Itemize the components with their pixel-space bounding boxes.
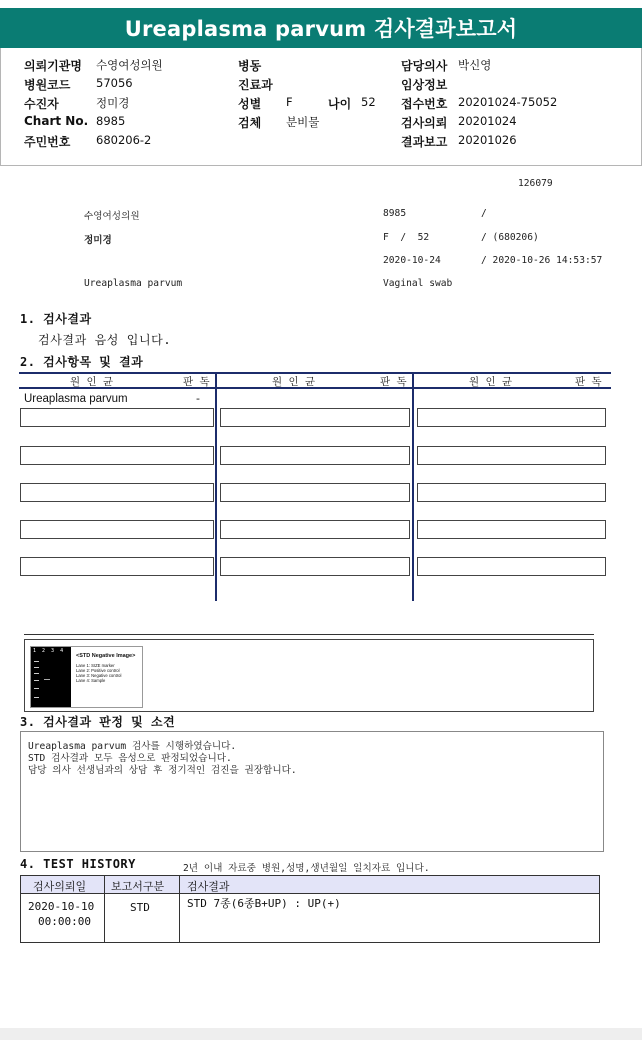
ward-label: 병동: [238, 59, 262, 73]
table-divider: [215, 372, 217, 601]
request-date: 2020-10-24: [383, 255, 441, 266]
empty-cell: [220, 408, 410, 427]
col-header-judge: 판 독: [183, 376, 210, 388]
gel-image-panel: [30, 646, 143, 708]
history-result: STD 7종(6종B+UP) : UP(+): [187, 897, 341, 910]
specimen-label: 검체: [238, 116, 262, 130]
header-value: 20201026: [458, 133, 517, 147]
sex-value: F: [286, 95, 293, 109]
specimen-type: Vaginal swab: [383, 278, 453, 289]
slash: /: [481, 208, 487, 219]
opinion-line: Ureaplasma parvum 검사를 시행하였습니다.: [28, 741, 237, 752]
sex-age: F / 52: [383, 232, 430, 243]
chart-number: 8985: [383, 208, 407, 219]
header-value: 20201024-75052: [458, 95, 558, 109]
empty-cell: [417, 520, 606, 539]
report-title: Ureaplasma parvum 검사결과보고서: [0, 8, 642, 48]
empty-cell: [220, 557, 410, 576]
empty-cell: [220, 520, 410, 539]
age-value: 52: [361, 95, 376, 109]
section1-title: 1. 검사결과: [20, 312, 92, 326]
col-header-organism: 원 인 균: [469, 376, 513, 388]
report-id: 126079: [518, 178, 553, 189]
header-label: 수진자: [24, 97, 59, 111]
header-label: 담당의사: [401, 59, 448, 73]
header-label: 검사의뢰: [401, 116, 448, 130]
history-col-type: 보고서구분: [111, 880, 165, 893]
test-name: Ureaplasma parvum: [84, 278, 183, 289]
section2-title: 2. 검사항목 및 결과: [20, 355, 144, 369]
empty-cell: [220, 446, 410, 465]
header-value: 680206-2: [96, 133, 152, 147]
gel-lane-numbers: 1 2 3 4: [33, 648, 64, 654]
header-label: 주민번호: [24, 135, 71, 149]
empty-cell: [20, 446, 214, 465]
empty-cell: [417, 408, 606, 427]
report-datetime: / 2020-10-26 14:53:57: [481, 255, 603, 266]
patient-name: 정미경: [84, 235, 112, 246]
header-value: 정미경: [96, 96, 130, 110]
header-value: 박신영: [458, 58, 492, 72]
gel-legend-item: Lane 3: Negative control: [76, 673, 122, 678]
table-divider: [412, 372, 414, 601]
history-col-result: 검사결과: [187, 880, 230, 893]
history-header-row: [21, 876, 599, 894]
header-label: 의뢰기관명: [24, 59, 82, 73]
empty-cell: [20, 520, 214, 539]
history-time: 00:00:00: [38, 915, 91, 928]
header-label: 임상정보: [401, 78, 448, 92]
header-label: 결과보고: [401, 135, 448, 149]
empty-cell: [20, 557, 214, 576]
header-label: Chart No.: [24, 114, 89, 128]
history-note: 2년 이내 자료중 병원,성명,생년월일 일치자료 입니다.: [183, 863, 430, 874]
col-header-judge: 판 독: [575, 376, 602, 388]
divider-line: [24, 634, 594, 635]
gel-legend-item: Lane 2: Positive control: [76, 668, 120, 673]
page-footer: [0, 1028, 642, 1040]
header-value: 8985: [96, 114, 126, 128]
col-header-organism: 원 인 균: [70, 376, 114, 388]
gel-legend-item: Lane 4: Sample: [76, 678, 106, 683]
history-date: 2020-10-10: [28, 900, 95, 913]
header-label: 접수번호: [401, 97, 448, 111]
header-value: 수영여성의원: [96, 58, 163, 72]
empty-cell: [220, 483, 410, 502]
organism-result: -: [196, 392, 200, 405]
history-col-date: 검사의뢰일: [33, 880, 87, 893]
opinion-line: 담당 의사 선생님과의 상담 후 정기적인 검진을 권장합니다.: [28, 765, 297, 776]
empty-cell: [417, 446, 606, 465]
header-label: 병원코드: [24, 78, 71, 92]
empty-cell: [20, 408, 214, 427]
gel-image: [31, 647, 71, 707]
section4-title: 4. TEST HISTORY: [20, 857, 136, 871]
history-type: STD: [130, 901, 150, 914]
gel-legend-item: Lane 1: SIZE marker: [76, 663, 115, 668]
opinion-line: STD 검사결과 모두 음성으로 판정되었습니다.: [28, 753, 232, 764]
header-value: 20201024: [458, 114, 517, 128]
clinic-name: 수영여성의원: [84, 211, 140, 222]
dept-label: 진료과: [238, 78, 273, 92]
col-header-judge: 판 독: [380, 376, 407, 388]
sex-label: 성별: [238, 97, 262, 111]
history-table: [20, 875, 600, 943]
empty-cell: [417, 483, 606, 502]
gel-image-box: [24, 639, 594, 712]
gel-image-title: <STD Negative Image>: [76, 653, 136, 659]
empty-cell: [417, 557, 606, 576]
opinion-box: [20, 731, 604, 852]
header-value: 57056: [96, 76, 133, 90]
empty-cell: [20, 483, 214, 502]
result-summary: 검사결과 음성 입니다.: [38, 333, 172, 347]
section3-title: 3. 검사결과 판정 및 소견: [20, 715, 176, 729]
age-label: 나이: [328, 97, 352, 111]
specimen-value: 분비물: [286, 115, 320, 129]
history-divider: [104, 876, 105, 942]
history-divider: [179, 876, 180, 942]
col-header-organism: 원 인 균: [272, 376, 316, 388]
organism-name: Ureaplasma parvum: [24, 393, 128, 405]
birth-date: / (680206): [481, 232, 539, 243]
